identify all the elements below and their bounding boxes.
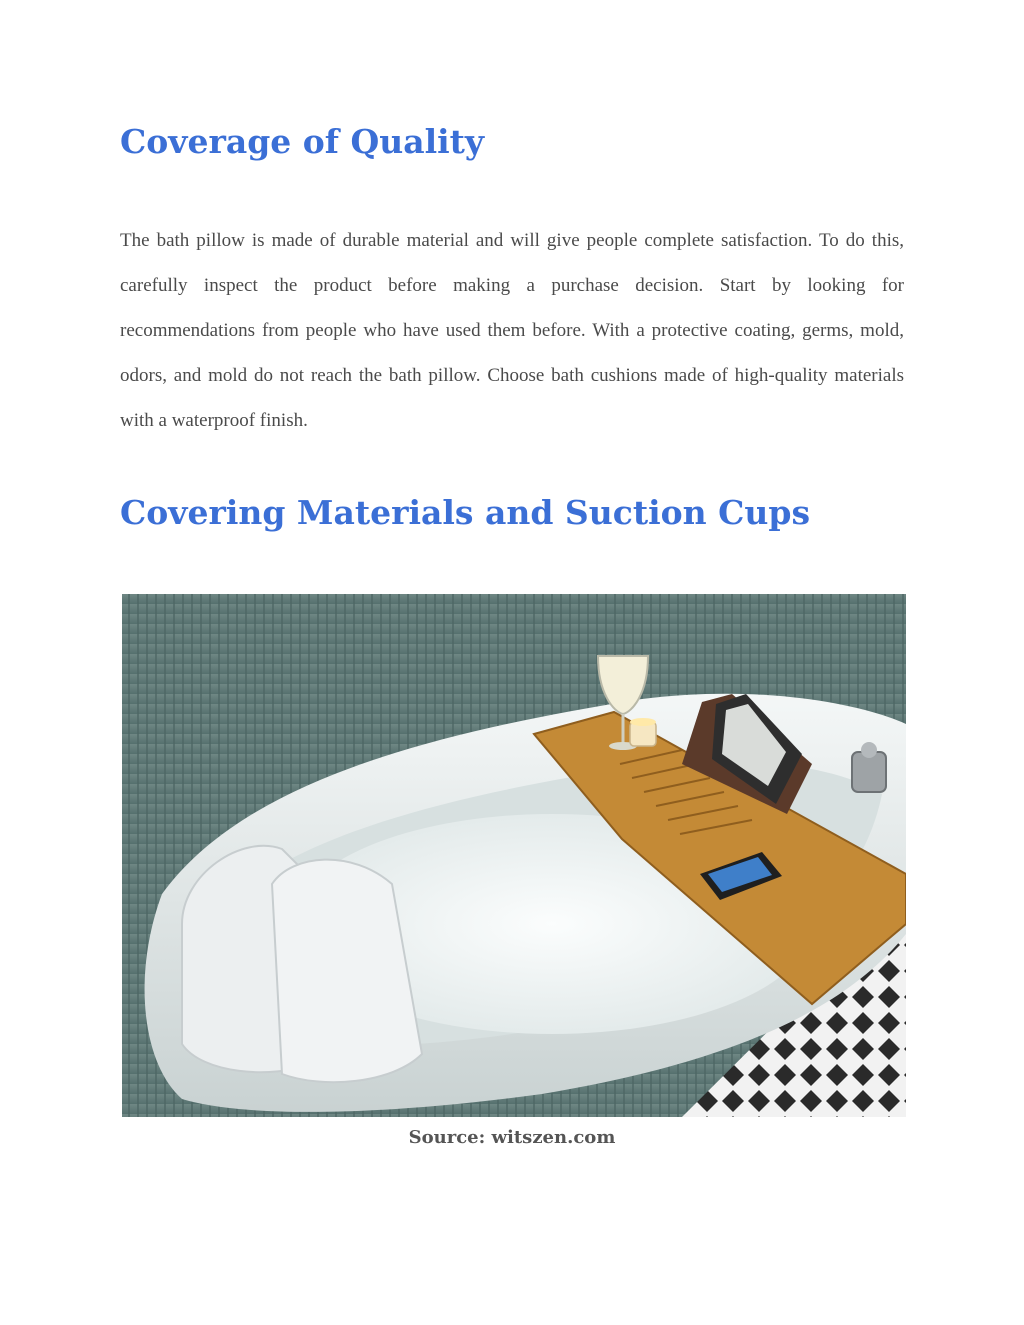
image-source-caption: Source: witszen.com [408,1127,616,1148]
section-paragraph-coverage-of-quality: The bath pillow is made of durable material and will give people complete satisfaction. To do this, carefully inspect the product before making a purchase decision. Start by looking for recommendations from people who have used them before. With a protective coating, germs, mold, odors, and mold do not reach the bath pillow. Choose bath cushions made of high-quality materials with a waterproof finish. [120,230,904,431]
section-heading-coverage-of-quality: Coverage of Quality [120,122,485,161]
candle-icon [630,718,656,746]
bathtub-photo [122,594,906,1117]
section-heading-covering-materials: Covering Materials and Suction Cups [120,493,811,532]
